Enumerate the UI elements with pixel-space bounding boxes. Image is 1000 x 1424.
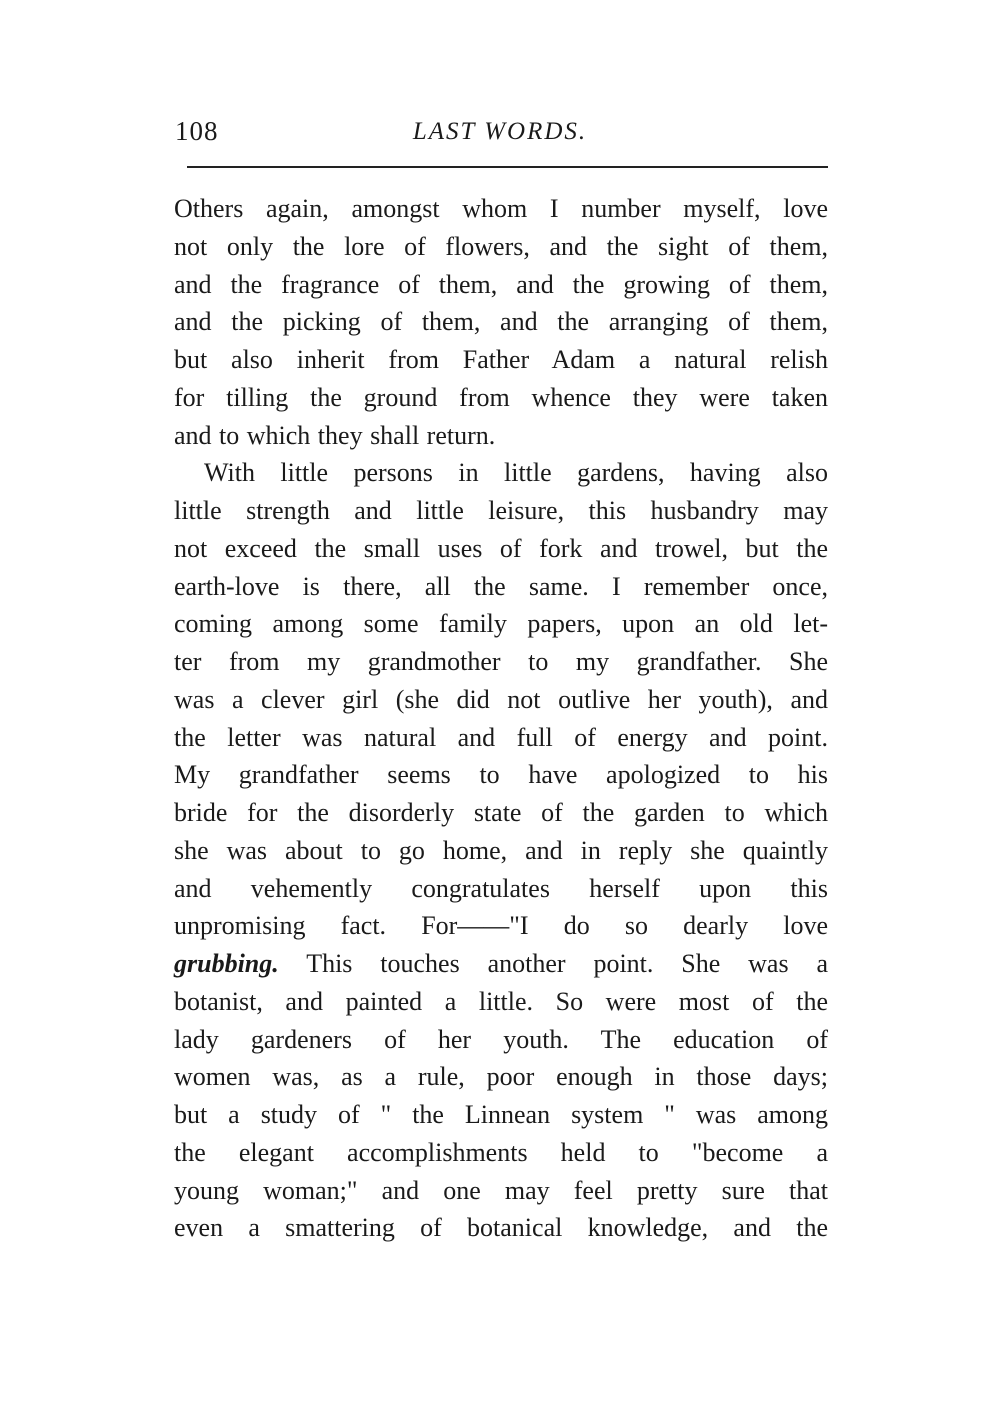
- text-line-emphasis: [174, 945, 828, 983]
- text-line: and vehemently congratulates herself upon this: [174, 873, 828, 903]
- text-line: With little persons in little gardens, having also: [204, 458, 828, 488]
- text-line: but also inherit from Father Adam a natural relish: [174, 345, 828, 374]
- text-line: but a study of " the Linnean system " was among: [174, 1100, 828, 1129]
- text-line: little strength and little leisure, this husbandry may: [174, 496, 828, 525]
- text-line: unpromising fact. For——"I do so dearly love: [174, 911, 828, 941]
- text-line: and the picking of them, and the arranging of them,: [174, 307, 828, 337]
- header-rule: [187, 166, 828, 168]
- text-line-rest: This touches another point. She was a: [306, 949, 829, 978]
- running-title: LAST WORDS.: [412, 118, 588, 145]
- text-line: even a smattering of botanical knowledge, and the: [174, 1213, 828, 1243]
- text-line: bride for the disorderly state of the garden to which: [174, 798, 828, 827]
- text-line: young woman;" and one may feel pretty sure that: [174, 1175, 828, 1205]
- text-line: the elegant accomplishments held to "become a: [174, 1137, 828, 1167]
- text-line: botanist, and painted a little. So were most of the: [174, 986, 828, 1016]
- text-line: was a clever girl (she did not outlive her youth), and: [174, 684, 828, 714]
- text-line: women was, as a rule, poor enough in those days;: [174, 1062, 828, 1092]
- text-line: earth-love is there, all the same. I remember once,: [174, 571, 828, 601]
- text-line: and the fragrance of them, and the growing of them,: [174, 269, 828, 299]
- text-line: for tilling the ground from whence they were taken: [174, 382, 828, 412]
- text-line: the letter was natural and full of energy and point.: [174, 722, 828, 752]
- text-line: lady gardeners of her youth. The education of: [174, 1024, 828, 1054]
- text-line: not exceed the small uses of fork and trowel, but the: [174, 533, 828, 563]
- text-line: she was about to go home, and in reply she quaintly: [174, 835, 828, 865]
- text-line: not only the lore of flowers, and the sight of them,: [174, 231, 828, 261]
- text-line: ter from my grandmother to my grandfather. She: [174, 647, 828, 676]
- body-text: [174, 190, 828, 1247]
- text-line: My grandfather seems to have apologized to his: [174, 760, 828, 790]
- emphasized-word: grubbing.: [174, 949, 279, 978]
- text-line: Others again, amongst whom I number myself, love: [174, 194, 828, 223]
- page-number: 108: [175, 116, 219, 146]
- text-line: coming among some family papers, upon an old let-: [174, 609, 828, 639]
- text-line: and to which they shall return.: [174, 420, 496, 450]
